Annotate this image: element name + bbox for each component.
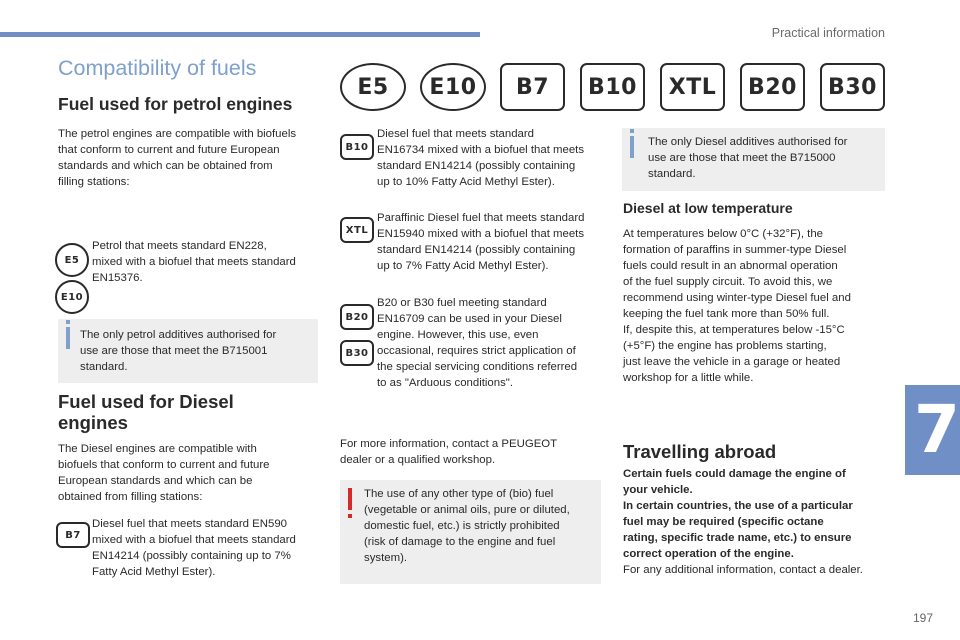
low-temp-heading: Diesel at low temperature	[623, 200, 793, 216]
b10-spec: Diesel fuel that meets standard EN16734 mixed with a biofuel that meets standard EN14214 (possibly containing up to 10% Fatty Acid Methyl Ester).	[377, 128, 585, 188]
contact-text: For more information, contact a PEUGEOT dealer or a qualified workshop.	[340, 438, 558, 466]
b7-large-badge: B7	[500, 63, 565, 111]
b7-spec: Diesel fuel that meets standard EN590 mixed with a biofuel that meets standard EN14214 (possibly containing up to 7% Fatty Acid Methyl Ester).	[92, 518, 296, 578]
warning-icon	[348, 488, 352, 510]
petrol-spec: Petrol that meets standard EN228, mixed with a biofuel that meets standard EN15376.	[92, 240, 296, 284]
b20-b30-spec: B20 or B30 fuel meeting standard EN16709 can be used in your Diesel engine. However, this use, even occasional, requires strict application of the special servicing conditions referred to as "Arduous conditions".	[377, 297, 578, 389]
petrol-heading: Fuel used for petrol engines	[58, 94, 293, 114]
travelling-abroad-text: For any additional information, contact a dealer.	[623, 564, 863, 576]
e10-large-badge: E10	[420, 63, 486, 111]
b10-badge: B10	[340, 134, 374, 160]
diesel-heading: Fuel used for Diesel engines	[58, 391, 234, 433]
b7-badge: B7	[56, 522, 90, 548]
header-accent-bar	[0, 32, 480, 37]
fuel-warning-note: The use of any other type of (bio) fuel (vegetable or animal oils, pure or diluted, domestic fuel, etc.) is strictly prohibited (risk of damage to the engine and fuel system).	[340, 480, 601, 584]
b20-large-badge: B20	[740, 63, 805, 111]
petrol-additives-note: The only petrol additives authorised for use are those that meet the B715001 standard.	[58, 319, 318, 383]
e5-badge: E5	[55, 243, 89, 277]
travelling-abroad-warning: Certain fuels could damage the engine of your vehicle. In certain countries, the use of a particular fuel may be required (specific octane rating, specific trade name, etc.) to ensure correct operation of the engine.	[623, 468, 853, 560]
page-title: Compatibility of fuels	[58, 56, 257, 80]
b30-badge: B30	[340, 340, 374, 366]
b20-badge: B20	[340, 304, 374, 330]
xtl-badge: XTL	[340, 217, 374, 243]
info-icon	[630, 136, 634, 158]
page-number: 197	[912, 611, 933, 625]
diesel-intro: The Diesel engines are compatible with biofuels that conform to current and future European standards and which can be obtained from filling stations:	[58, 443, 270, 503]
e10-badge: E10	[55, 280, 89, 314]
diesel-additives-note: The only Diesel additives authorised for use are those that meet the B715000 standard.	[622, 128, 885, 191]
b30-large-badge: B30	[820, 63, 885, 111]
low-temp-text: At temperatures below 0°C (+32°F), the formation of paraffins in summer-type Diesel fuels could result in an abnormal operation of the fuel supply circuit. To avoid this, we recommend using winter-type Diesel fuel and keeping the fuel tank more than 50% full. If, despite this, at temperatures below -15°C (+5°F) the engine has problems starting, just leave the vehicle in a garage or heated workshop for a little while.	[623, 228, 851, 384]
section-title: Practical information	[771, 26, 885, 40]
b10-large-badge: B10	[580, 63, 645, 111]
petrol-intro: The petrol engines are compatible with biofuels that conform to current and future European standards and which can be obtained from filling stations:	[58, 128, 297, 188]
info-icon	[66, 327, 70, 349]
e5-large-badge: E5	[340, 63, 406, 111]
chapter-tab: 7	[905, 385, 960, 475]
travelling-abroad-heading: Travelling abroad	[623, 441, 777, 462]
xtl-spec: Paraffinic Diesel fuel that meets standard EN15940 mixed with a biofuel that meets standard EN14214 (possibly containing up to 7% Fatty Acid Methyl Ester).	[377, 212, 585, 272]
xtl-large-badge: XTL	[660, 63, 725, 111]
